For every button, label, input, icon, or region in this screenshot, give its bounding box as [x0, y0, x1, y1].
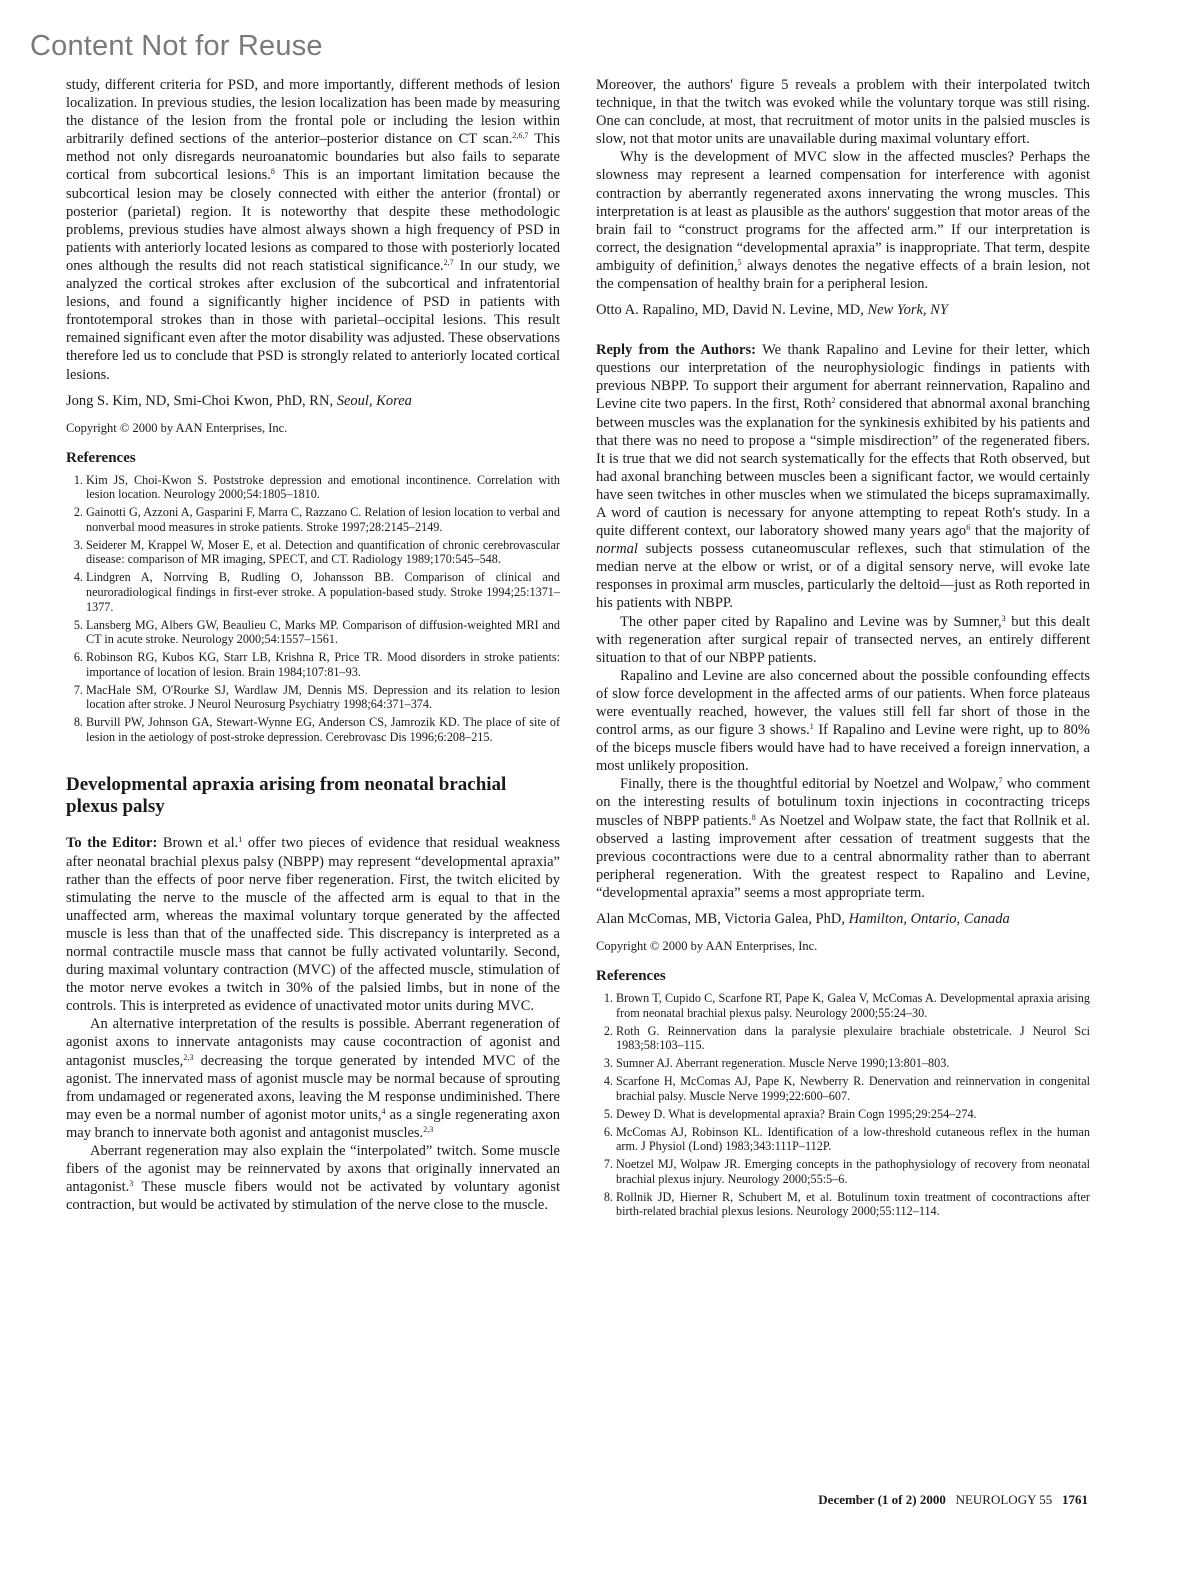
reference-item: 6. Robinson RG, Kubos KG, Starr LB, Krishna R, Price TR. Mood disorders in stroke patients: importance of location of lesion. Brain 1984;107:81–93.: [86, 650, 560, 679]
reference-item: 1. Kim JS, Choi-Kwon S. Poststroke depression and emotional incontinence. Correlation with lesion location. Neurology 2000;54:1805–1810.: [86, 473, 560, 502]
references-heading: References: [596, 968, 666, 985]
reference-item: 1. Brown T, Cupido C, Scarfone RT, Pape K, Galea V, McComas A. Developmental apraxia arising from neonatal brachial plexus palsy. Neurology 2000;55:24–30.: [616, 991, 1090, 1020]
author-byline: Jong S. Kim, ND, Smi-Choi Kwon, PhD, RN, Seoul, Korea: [66, 392, 412, 409]
reply-paragraph: Rapalino and Levine are also concerned about the possible confounding effects of slow force development in the affected arms of our patients. When force plateaus were eventually reached, however, the values still fell far short of those in the control arms, as our figure 3 shows.$^1$ If Rapalino and Levine were right, up to 80% of the biceps muscle fibers would have had to have received a foreign innervation, a most unlikely proposition.: [596, 667, 1090, 775]
letter-paragraph: To the Editor: Brown et al.$^1$ offer two pieces of evidence that residual weakness after neonatal brachial plexus palsy (NBPP) may represent “developmental apraxia” rather than the effects of poor nerve fiber regeneration. First, the twitch elicited by stimulating the nerve to the muscle of the affected arm is equal to that in the unaffected arm, whereas the maximal voluntary torque generated by the affected muscle is less than that of the unaffected side. This discrepancy is interpreted as a normal contractile muscle mass that cannot be fully activated voluntarily. Second, during maximal voluntary contraction (MVC) of the affected muscle, stimulation of the motor nerve evokes a twitch in 30% of the palsied limbs, but in none of the controls. This is interpreted as evidence of unactivated motor units during MVC.: [66, 835, 560, 1015]
reply-paragraph: Reply from the Authors: We thank Rapalino and Levine for their letter, which questions our interpretation of the neurophysiologic findings in patients with previous NBPP. To support their argument for aberrant reinnervation, Rapalino and Levine cite two papers. In the first, Roth$^2$ considered that abnormal axonal branching between muscles was the explanation for the synkinesis exhibited by his patients and that there was no need to propose a “simple misdirection” of the regenerated fibers. It is true that we did not search systematically for the effects that Roth observed, but had axonal branching between muscles been a significant factor, we would certainly have seen twitches in other muscles when we stimulated the biceps supramaximally. A word of caution is necessary for anyone attempting to repeat Roth's study. In a quite different context, our laboratory showed many years ago$^6$ that the majority of normal subjects possess cutaneomuscular reflexes, such that stimulation of the median nerve at the elbow or wrist, or of a digital sensory nerve, will evoke late responses in proximal arm muscles, particularly the deltoid—just as Roth reported in his patients with NBPP.: [596, 342, 1091, 612]
footer-journal: NEUROLOGY 55: [955, 1492, 1053, 1507]
reference-item: 5. Dewey D. What is developmental apraxia? Brain Cogn 1995;29:254–274.: [616, 1107, 1090, 1122]
reference-item: 4. Scarfone H, McComas AJ, Pape K, Newberry R. Denervation and reinnervation in congenital brachial palsy. Muscle Nerve 1999;22:600–607.: [616, 1074, 1090, 1103]
reference-item: 7. Noetzel MJ, Wolpaw JR. Emerging concepts in the pathophysiology of recovery from neonatal brachial plexus injury. Neurology 2000;55:5–6.: [616, 1157, 1090, 1186]
reference-item: 3. Sumner AJ. Aberrant regeneration. Muscle Nerve 1990;13:801–803.: [616, 1056, 1090, 1071]
article-title: Developmental apraxia arising from neonatal brachial plexus palsy: [66, 774, 507, 818]
page-footer: [818, 1492, 1088, 1508]
letter-paragraph: Moreover, the authors' figure 5 reveals a problem with their interpolated twitch technique, in that the twitch was evoked while the voluntary torque was still rising. One can conclude, at most, that recruitment of motor units in the palsied muscles is slow, not that motor units are unavailable during maximal voluntary effort.: [596, 77, 1090, 148]
reference-item: 6. McComas AJ, Robinson KL. Identification of a low-threshold cutaneous reflex in the human arm. J Physiol (Lond) 1983;343:111P–112P.: [616, 1125, 1090, 1154]
reference-item: 4. Lindgren A, Norrving B, Rudling O, Johansson BB. Comparison of clinical and neuroradiological findings in first-ever stroke. A population-based study. Stroke 1994;25:1371–1377.: [86, 570, 560, 614]
references-heading: References: [66, 449, 136, 466]
reference-item: 8. Rollnik JD, Hierner R, Schubert M, et al. Botulinum toxin treatment of cocontractions after birth-related brachial plexus lesions. Neurology 2000;55:112–114.: [616, 1190, 1090, 1219]
reply-paragraph: Finally, there is the thoughtful editorial by Noetzel and Wolpaw,$^7$ who comment on the interesting results of botulinum toxin injections in cocontracting triceps muscles of NBPP patients.$^8$ As Noetzel and Wolpaw state, the fact that Rollnik et al. observed a lasting improvement after cessation of treatment suggests that the previous cocontractions were due to a central abnormality rather than to aberrant peripheral regeneration. With the greatest respect to Rapalino and Levine, “developmental apraxia” seems a most appropriate term.: [596, 776, 1090, 901]
reference-item: 2. Roth G. Reinnervation dans la paralysie plexulaire brachiale obstetricale. J Neurol Sci 1983;58:103–115.: [616, 1024, 1090, 1053]
reference-item: 7. MacHale SM, O'Rourke SJ, Wardlaw JM, Dennis MS. Depression and its relation to lesion location after stroke. J Neurol Neurosurg Psychiatry 1998;64:371–374.: [86, 683, 560, 712]
letter-paragraph: Aberrant regeneration may also explain the “interpolated” twitch. Some muscle fibers of the agonist may be reinnervated by axons that originally innervated an antagonist.$^3$ These muscle fibers would not be activated by voluntary agonist contraction, but would be activated by stimulation of the nerve close to the muscle.: [66, 1143, 560, 1214]
copyright-notice: Copyright © 2000 by AAN Enterprises, Inc.: [596, 939, 818, 954]
letter-paragraph: Why is the development of MVC slow in the affected muscles? Perhaps the slowness may represent a learned compensation for interference with agonist contraction by aberrantly regenerated axons innervating the wrong muscles. This interpretation is at least as plausible as the authors' suggestion that motor areas of the brain fail to “construct programs for the affected arm.” If our interpretation is correct, the designation “developmental apraxia” is inappropriate. That term, despite ambiguity of definition,$^5$ always denotes the negative effects of a brain lesion, not the compensation of healthy brain for a peripheral lesion.: [596, 149, 1090, 293]
letter-paragraph: An alternative interpretation of the results is possible. Aberrant regeneration of agonist axons to innervate antagonists may cause cocontraction of agonist and antagonist muscles,$^{2,3}$ decreasing the torque generated by intended MVC of the agonist. The innervated mass of agonist muscle may be normal because of sprouting from undamaged or regenerated axons, leaving the M response undiminished. There may even be a normal number of agonist motor units,$^4$ as a single regenerating axon may branch to innervate both agonist and antagonist muscles.$^{2,3}$: [66, 1016, 561, 1141]
footer-date: December (1 of 2) 2000: [818, 1492, 946, 1507]
references-list: [596, 991, 1090, 1219]
reference-item: 3. Seiderer M, Krappel W, Moser E, et al. Detection and quantification of chronic cerebrovascular disease: comparison of MR imaging, SPECT, and CT. Radiology 1989;170:545–548.: [86, 538, 560, 567]
reply-paragraph: The other paper cited by Rapalino and Levine was by Sumner,$^3$ but this dealt with regeneration after surgical repair of transected nerves, an entirely different situation to that of our NBPP patients.: [596, 613, 1090, 666]
copyright-notice: Copyright © 2000 by AAN Enterprises, Inc.: [66, 420, 288, 435]
reference-item: 8. Burvill PW, Johnson GA, Stewart-Wynne EG, Anderson CS, Jamrozik KD. The place of site of lesion in the aetiology of post-stroke depression. Cerebrovasc Dis 1996;6:208–215.: [86, 715, 560, 744]
reference-item: 5. Lansberg MG, Albers GW, Beaulieu C, Marks MP. Comparison of diffusion-weighted MRI and CT in acute stroke. Neurology 2000;54:1557–1561.: [86, 618, 560, 647]
author-byline: Otto A. Rapalino, MD, David N. Levine, MD, New York, NY: [596, 302, 948, 319]
right-column: [596, 76, 1090, 1222]
left-column: [66, 76, 560, 1214]
footer-page-number: 1761: [1062, 1492, 1088, 1507]
watermark: Content Not for Reuse: [30, 30, 323, 62]
author-byline: Alan McComas, MB, Victoria Galea, PhD, Hamilton, Ontario, Canada: [596, 911, 1010, 928]
reference-item: 2. Gainotti G, Azzoni A, Gasparini F, Marra C, Razzano C. Relation of lesion location to verbal and nonverbal mood measures in stroke patients. Stroke 1997;28:2145–2149.: [86, 505, 560, 534]
continued-paragraph: study, different criteria for PSD, and more importantly, different methods of lesion localization. In previous studies, the lesion localization has been made by measuring the distance of the lesion from the frontal pole or including the lesion within arbitrarily defined sections of the anterior–posterior distance on CT scan.$^{2,6,7}$ This method not only disregards neuroanatomic boundaries but also fails to separate cortical from subcortical lesions.$^8$ This is an important limitation because the subcortical lesion may be closely connected with either the anterior (frontal) or posterior (parietal) region. It is noteworthy that despite these methodologic problems, previous studies have almost always shown a high frequency of PSD in patients with anteriorly located lesions as compared to those with posteriorly located ones although the results did not reach statistical significance.$^{2,7}$ In our study, we analyzed the cortical strokes after exclusion of the subcortical and infratentorial lesions, and found a significantly higher incidence of PSD in patients with frontotemporal strokes than in those with parietal–occipital lesions. This result remained significant even after the motor disability was adjusted. These observations therefore led us to conclude that PSD is strongly related to anteriorly located cortical lesions.: [66, 77, 560, 383]
references-list: [66, 473, 560, 745]
